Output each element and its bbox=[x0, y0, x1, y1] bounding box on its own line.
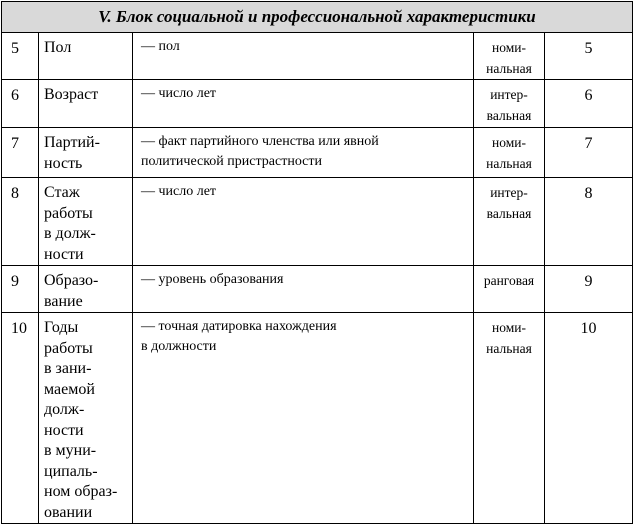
row-number: 5 bbox=[2, 33, 39, 80]
scale-type: интер- вальная bbox=[474, 80, 545, 128]
row-number: 9 bbox=[2, 266, 39, 313]
indicator-code: 9 bbox=[545, 266, 633, 313]
indicator-name: Пол bbox=[39, 33, 133, 80]
characteristics-table bbox=[1, 1, 633, 524]
row-number: 10 bbox=[2, 313, 39, 524]
table-row bbox=[2, 33, 633, 80]
indicator-code: 10 bbox=[545, 313, 633, 524]
indicator-description: — число лет bbox=[133, 80, 474, 128]
indicator-code: 7 bbox=[545, 128, 633, 178]
indicator-description: — пол bbox=[133, 33, 474, 80]
row-number: 6 bbox=[2, 80, 39, 128]
row-number: 8 bbox=[2, 178, 39, 266]
table-row bbox=[2, 178, 633, 266]
indicator-description: — число лет bbox=[133, 178, 474, 266]
scale-type: номи- нальная bbox=[474, 128, 545, 178]
table-row bbox=[2, 313, 633, 524]
indicator-name: Возраст bbox=[39, 80, 133, 128]
indicator-name: Стаж работы в долж- ности bbox=[39, 178, 133, 266]
indicator-code: 5 bbox=[545, 33, 633, 80]
indicator-code: 6 bbox=[545, 80, 633, 128]
row-number: 7 bbox=[2, 128, 39, 178]
scale-type: интер- вальная bbox=[474, 178, 545, 266]
table-row bbox=[2, 128, 633, 178]
indicator-name: Годы работы в зани- маемой долж- ности в муни- ципаль- ном образ- овании bbox=[39, 313, 133, 524]
table-row bbox=[2, 80, 633, 128]
scale-type: номи- нальная bbox=[474, 33, 545, 80]
indicator-description: — факт партийного членства или явной политической пристрастности bbox=[133, 128, 474, 178]
indicator-name: Партий- ность bbox=[39, 128, 133, 178]
block-header-row bbox=[2, 2, 633, 33]
scale-type: номи- нальная bbox=[474, 313, 545, 524]
scale-type: ранговая bbox=[474, 266, 545, 313]
table-row bbox=[2, 266, 633, 313]
indicator-description: — уровень образования bbox=[133, 266, 474, 313]
indicator-description: — точная датировка нахождения в должности bbox=[133, 313, 474, 524]
block-title: V. Блок социальной и профессиональной характеристики bbox=[2, 2, 633, 33]
indicator-code: 8 bbox=[545, 178, 633, 266]
indicator-name: Образо- вание bbox=[39, 266, 133, 313]
